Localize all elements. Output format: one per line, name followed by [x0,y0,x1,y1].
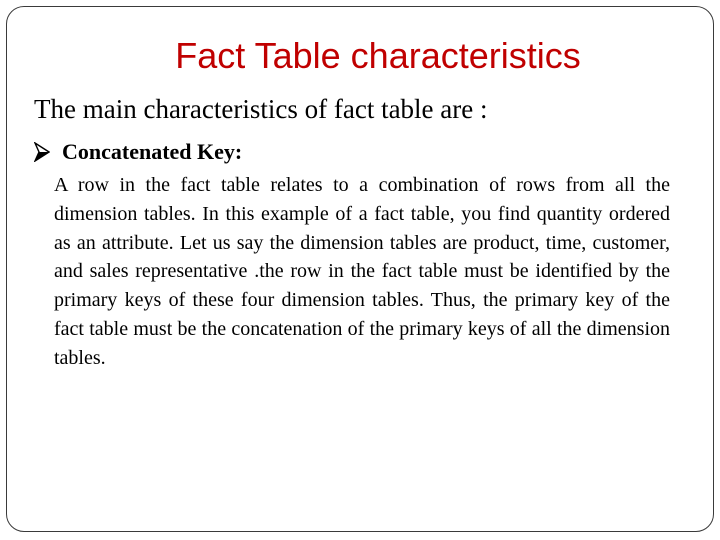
intro-text: The main characteristics of fact table are : [34,94,488,124]
bullet-item [34,137,242,167]
slide-title: Fact Table characteristics [175,35,581,76]
arrow-bullet-icon [34,142,50,162]
body-paragraph: A row in the fact table relates to a combination of rows from all the dimension tables. In this example of a fact table, you find quantity ordered as an attribute. Let us say the dimension tables are product, time, customer, and sales representative .the row in the fact table must be identified by the primary keys of these four dimension tables. Thus, the primary key of the fact table must be the concatenation of the primary keys of all the dimension tables. [54,174,670,369]
bullet-label: Concatenated Key: [62,139,243,164]
